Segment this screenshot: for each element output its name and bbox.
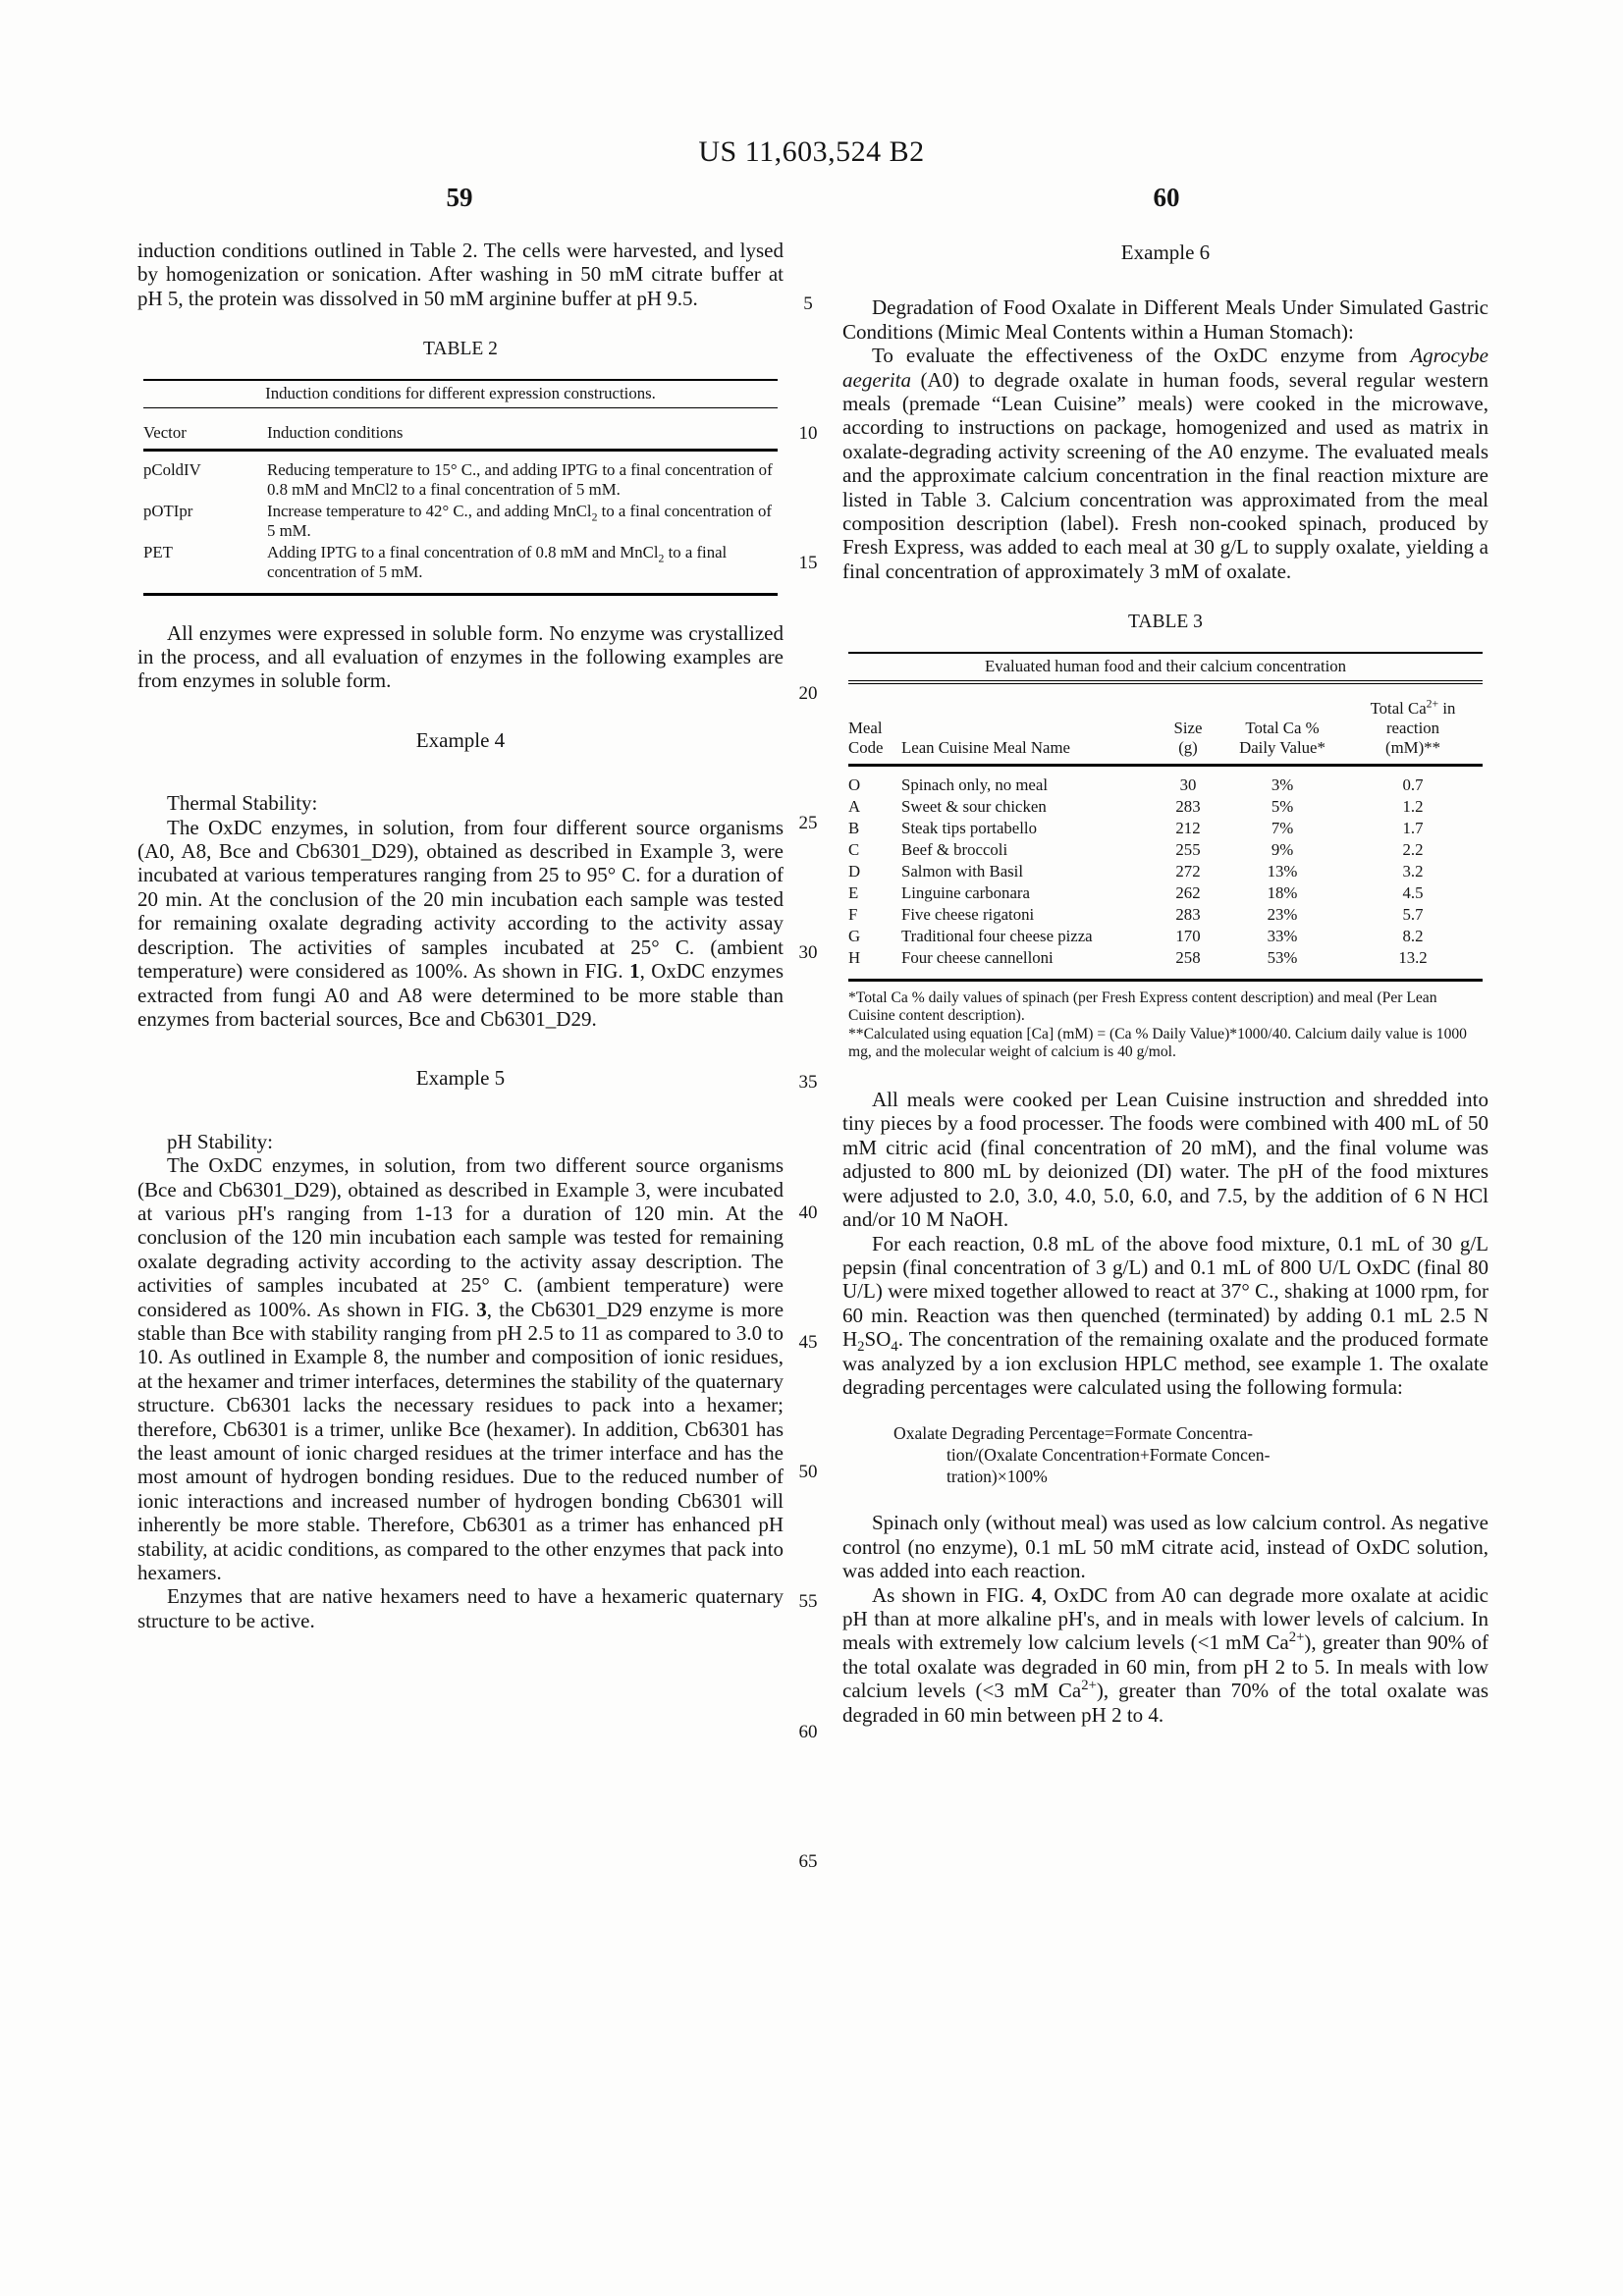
table-2-grid bbox=[143, 408, 778, 593]
cell-ca-pct: 9% bbox=[1271, 839, 1294, 859]
cell-meal-code: O bbox=[848, 774, 861, 794]
table-row bbox=[848, 861, 1483, 882]
cell-conditions: Increase temperature to 42° C., and adding MnCl$_2$ to a final concentration of 5 mM. bbox=[267, 501, 772, 540]
formula-line: Oxalate Degrading Percentage=Formate Concentra- bbox=[893, 1423, 1254, 1444]
cell-ca-mm: 13.2 bbox=[1398, 947, 1428, 967]
paragraph-ph-stability: The OxDC enzymes, in solution, from two different source organisms (Bce and Cb6301_D29), obtained as described in Example 3, were incubated at various pH's ranging from 1-13 for a duration of 120 min. At the conclusion of the 120 min incubation each sample was tested for remaining oxalate degrading activity according to the activity assay description. The activities of samples incubated at 25° C. (ambient temperature) were considered as 100%. As shown in FIG. 3, the Cb6301_D29 enzyme is more stable than Bce with stability ranging from pH 2.5 to 11 as compared to 3.0 to 10. As outlined in Example 8, the number and composition of ionic residues, at the hexamer and trimer interfaces, determines the stability of the quaternary structure. Cb6301 lacks the necessary residues to pack into a hexamer; therefore, Cb6301 is a trimer, unlike Bce (hexamer). In addition, Cb6301 has the least amount of ionic charged residues at the trimer interface and has the most amount of hydrogen bonding residues. Due to the reduced number of ionic interactions and increased number of hydrogen bonding Cb6301 will inherently be more stable. Therefore, Cb6301 as a trimer has enhanced pH stability, at acidic conditions, as compared to the other enzymes that pack into hexamers. bbox=[137, 1153, 784, 1585]
cell-ca-mm: 2.2 bbox=[1402, 839, 1424, 859]
cell-size: 170 bbox=[1175, 926, 1201, 945]
example-6-heading: Example 6 bbox=[1120, 240, 1211, 264]
table-row bbox=[848, 926, 1483, 947]
cell-ca-mm: 1.2 bbox=[1402, 796, 1424, 816]
cell-ca-pct: 13% bbox=[1267, 861, 1298, 881]
column-header-vector: Vector bbox=[143, 408, 267, 451]
table-3 bbox=[848, 611, 1483, 1062]
right-column bbox=[842, 239, 1488, 1727]
paragraph-controls: Spinach only (without meal) was used as low calcium control. As negative control (no enzyme), 0.1 mL 50 mM citrate acid, instead of OxDC solution, was added into each reaction. bbox=[842, 1511, 1488, 1583]
column-header-induction-conditions: Induction conditions bbox=[267, 408, 778, 451]
paragraph-thermal-stability: The OxDC enzymes, in solution, from four different source organisms (A0, A8, Bce and Cb6301_D29), obtained as described in Example 3, were incubated at various temperatures ranging from 25 to 95° C. for a duration of 20 min. At the conclusion of the 20 min incubation each sample was tested for remaining oxalate degrading activity according to the activity assay description. The activities of samples incubated at 25° C. (ambient temperature) were considered as 100%. As shown in FIG. 1, OxDC enzymes extracted from fungi A0 and A8 were determined to be more stable than enzymes from bacterial sources, Bce and Cb6301_D29. bbox=[137, 815, 784, 1031]
line-number: 15 bbox=[798, 553, 818, 573]
cell-ca-pct: 33% bbox=[1267, 926, 1298, 945]
cell-ca-mm: 1.7 bbox=[1402, 818, 1424, 837]
line-number: 40 bbox=[798, 1202, 818, 1223]
column-header-ca-mm: Total $Ca^{2+}$ in reaction (mM)** bbox=[1347, 684, 1483, 766]
cell-ca-pct: 23% bbox=[1267, 904, 1298, 924]
cell-size: 272 bbox=[1175, 861, 1201, 881]
cell-meal-code: C bbox=[848, 839, 860, 859]
table-2-header-row bbox=[143, 408, 778, 451]
cell-meal-name: Traditional four cheese pizza bbox=[901, 926, 1093, 945]
cell-meal-code: B bbox=[848, 818, 860, 837]
formula-line: tion/(Oxalate Concentration+Formate Concen- bbox=[947, 1445, 1271, 1466]
cell-ca-pct: 7% bbox=[1271, 818, 1294, 837]
table-2-box bbox=[143, 379, 778, 596]
column-header-size: Size (g) bbox=[1159, 684, 1221, 766]
table-3-grid bbox=[848, 684, 1483, 979]
cell-meal-name: Spinach only, no meal bbox=[901, 774, 1048, 794]
column-header-meal-code: Meal Code bbox=[848, 684, 901, 766]
table-3-footnote-2: **Calculated using equation [Ca] (mM) = (Ca % Daily Value)*1000/40. Calcium daily value is 1000 mg, and the molecular weight of calcium is 40 g/mol. bbox=[848, 1025, 1467, 1061]
column-header-meal-name: Lean Cuisine Meal Name bbox=[901, 684, 1159, 766]
line-number: 35 bbox=[798, 1072, 818, 1093]
line-number: 55 bbox=[798, 1591, 818, 1612]
table-row bbox=[848, 882, 1483, 904]
table-3-caption: TABLE 3 bbox=[1128, 612, 1203, 633]
line-number: 20 bbox=[798, 683, 818, 704]
cell-size: 262 bbox=[1175, 882, 1201, 902]
cell-meal-name: Steak tips portabello bbox=[901, 818, 1037, 837]
cell-meal-code: D bbox=[848, 861, 861, 881]
cell-ca-mm: 8.2 bbox=[1402, 926, 1424, 945]
cell-ca-mm: 0.7 bbox=[1402, 774, 1424, 794]
table-row bbox=[143, 501, 778, 542]
table-2-caption: TABLE 2 bbox=[423, 339, 498, 360]
column-header-ca-pct: Total Ca % Daily Value* bbox=[1221, 684, 1347, 766]
ph-stability-heading: pH Stability: bbox=[167, 1129, 273, 1153]
table-3-header-row bbox=[848, 684, 1483, 766]
cell-vector: PET bbox=[143, 542, 173, 561]
cell-meal-name: Beef & broccoli bbox=[901, 839, 1008, 859]
paragraph-native-hexamers: Enzymes that are native hexamers need to have a hexameric quaternary structure to be active. bbox=[137, 1584, 784, 1632]
cell-meal-name: Salmon with Basil bbox=[901, 861, 1023, 881]
cell-ca-pct: 53% bbox=[1267, 947, 1298, 967]
table-2 bbox=[143, 338, 778, 595]
line-number: 60 bbox=[798, 1722, 818, 1742]
line-number: 25 bbox=[798, 813, 818, 833]
line-number: 45 bbox=[798, 1332, 818, 1353]
paragraph-induction-conditions: induction conditions outlined in Table 2. The cells were harvested, and lysed by homogenization or sonication. After washing in 50 mM citrate buffer at pH 5, the protein was dissolved in 50 mM arginine buffer at pH 9.5. bbox=[137, 239, 784, 310]
example-4-heading: Example 4 bbox=[415, 727, 506, 752]
paragraph-degradation-title: Degradation of Food Oxalate in Different Meals Under Simulated Gastric Conditions (Mimic Meal Contents within a Human Stomach): bbox=[842, 295, 1488, 344]
table-row bbox=[848, 839, 1483, 861]
cell-size: 283 bbox=[1175, 796, 1201, 816]
table-row bbox=[848, 904, 1483, 926]
paragraph-evaluate-effectiveness: To evaluate the effectiveness of the OxDC enzyme from Agrocybe aegerita (A0) to degrade oxalate in human foods, several regular western meals (premade “Lean Cuisine” meals) were cooked in the microwave, according to instructions on package, homogenized and used as matrix in oxalate-degrading activity screening of the A0 enzyme. The evaluated meals and the approximate calcium concentration in the final reaction mixture are listed in Table 3. Calcium concentration was approximated from the meal composition description (label). Fresh non-cooked spinach, produced by Fresh Express, was added to each meal at 30 g/L to supply oxalate, yielding a final concentration of approximately 3 mM of oxalate. bbox=[842, 344, 1488, 583]
line-number: 30 bbox=[798, 942, 818, 963]
cell-meal-code: H bbox=[848, 947, 861, 967]
table-2-title: Induction conditions for different expression constructions. bbox=[143, 381, 778, 408]
cell-meal-name: Four cheese cannelloni bbox=[901, 947, 1054, 967]
table-row bbox=[848, 765, 1483, 796]
line-number: 10 bbox=[798, 423, 818, 444]
left-column bbox=[137, 239, 784, 1632]
table-row bbox=[143, 450, 778, 501]
cell-vector: pOTIpr bbox=[143, 501, 193, 520]
cell-conditions: Adding IPTG to a final concentration of 0.8 mM and MnCl$_2$ to a final concentration of 5 mM. bbox=[267, 542, 728, 581]
cell-size: 255 bbox=[1175, 839, 1201, 859]
table-row bbox=[143, 542, 778, 593]
cell-conditions: Reducing temperature to 15° C., and adding IPTG to a final concentration of 0.8 mM and MnCl2 to a final concentration of 5 mM. bbox=[267, 459, 773, 499]
cell-meal-code: G bbox=[848, 926, 861, 945]
cell-meal-name: Sweet & sour chicken bbox=[901, 796, 1047, 816]
column-number-right: 60 bbox=[1153, 183, 1180, 212]
cell-size: 283 bbox=[1175, 904, 1201, 924]
example-5-heading: Example 5 bbox=[415, 1066, 506, 1091]
line-number: 5 bbox=[803, 294, 813, 314]
paragraph-meal-preparation: All meals were cooked per Lean Cuisine instruction and shredded into tiny pieces by a food processer. The foods were combined with 400 mL of 50 mM citric acid (final concentration of 20 mM), and the final volume was adjusted to 800 mL by deionized (DI) water. The pH of the food mixtures were adjusted to 2.0, 3.0, 4.0, 5.0, 6.0, and 7.5, by the addition of 6 N HCl and/or 10 M NaOH. bbox=[842, 1088, 1488, 1232]
cell-ca-mm: 3.2 bbox=[1402, 861, 1424, 881]
cell-meal-name: Five cheese rigatoni bbox=[901, 904, 1035, 924]
cell-meal-code: E bbox=[848, 882, 859, 902]
cell-ca-pct: 5% bbox=[1271, 796, 1294, 816]
table-row bbox=[848, 947, 1483, 979]
cell-size: 30 bbox=[1179, 774, 1197, 794]
table-row bbox=[848, 818, 1483, 839]
cell-meal-code: A bbox=[848, 796, 861, 816]
table-row bbox=[848, 796, 1483, 818]
oxalate-degrading-formula bbox=[842, 1422, 1488, 1487]
line-number: 65 bbox=[798, 1851, 818, 1872]
cell-ca-pct: 18% bbox=[1267, 882, 1298, 902]
formula-line: tration)×100% bbox=[947, 1467, 1048, 1487]
cell-size: 212 bbox=[1175, 818, 1201, 837]
table-3-box bbox=[848, 652, 1483, 982]
cell-ca-mm: 4.5 bbox=[1402, 882, 1424, 902]
line-number: 50 bbox=[798, 1462, 818, 1482]
table-3-title: Evaluated human food and their calcium concentration bbox=[848, 654, 1483, 684]
paragraph-fig4-results: As shown in FIG. 4, OxDC from A0 can degrade more oxalate at acidic pH than at more alkaline pH's, and in meals with lower levels of calcium. In meals with extremely low calcium levels (<1 mM $Ca^{2+}$), greater than 90% of the total oxalate was degraded in 60 min, from pH 2 to 5. In meals with low calcium levels (<3 mM $Ca^{2+}$), greater than 70% of the total oxalate was degraded in 60 min between pH 2 to 4. bbox=[842, 1582, 1489, 1727]
table-3-footnote-1: *Total Ca % daily values of spinach (per Fresh Express content description) and meal (Per Lean Cuisine content description). bbox=[848, 988, 1437, 1025]
patent-number: US 11,603,524 B2 bbox=[698, 135, 925, 168]
cell-ca-mm: 5.7 bbox=[1402, 904, 1424, 924]
cell-meal-name: Linguine carbonara bbox=[901, 882, 1030, 902]
thermal-stability-heading: Thermal Stability: bbox=[167, 791, 318, 816]
paragraph-soluble-form: All enzymes were expressed in soluble form. No enzyme was crystallized in the process, and all evaluation of enzymes in the following examples are from enzymes in soluble form. bbox=[137, 620, 784, 693]
cell-size: 258 bbox=[1175, 947, 1201, 967]
cell-vector: pColdIV bbox=[143, 459, 201, 479]
column-number-left: 59 bbox=[446, 183, 473, 212]
paragraph-reaction-setup: For each reaction, 0.8 mL of the above food mixture, 0.1 mL of 30 g/L pepsin (final concentration of 3 g/L) and 0.1 mL of 800 U/L OxDC (final 80 U/L) were mixed together allowed to react at 37° C., shaking at 1000 rpm, for 60 min. Reaction was then quenched (terminated) by adding 0.1 mL 2.5 N $H_2SO_4$. The concentration of the remaining oxalate and the produced formate was analyzed by a ion exclusion HPLC method, see example 1. The oxalate degrading percentages were calculated using the following formula: bbox=[842, 1231, 1488, 1399]
cell-ca-pct: 3% bbox=[1271, 774, 1294, 794]
cell-meal-code: F bbox=[848, 904, 858, 924]
